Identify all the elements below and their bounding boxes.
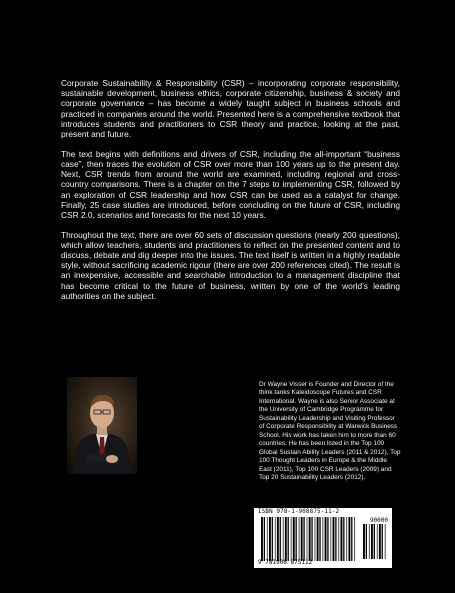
barcode-bar xyxy=(331,517,332,561)
barcode-bar xyxy=(363,524,365,559)
book-description xyxy=(61,78,400,311)
barcode-bar xyxy=(323,517,324,561)
barcode-bar xyxy=(325,517,327,561)
barcode-bar xyxy=(315,517,316,561)
barcode-bar xyxy=(335,517,336,561)
barcode-bar xyxy=(301,517,303,561)
barcode-bar xyxy=(369,524,370,559)
barcode-bar xyxy=(319,517,320,561)
barcode-bar xyxy=(269,517,271,561)
barcode-bar xyxy=(309,517,311,561)
barcode-bar xyxy=(293,517,295,561)
barcode-bar xyxy=(327,517,328,561)
barcode-bar xyxy=(291,517,292,561)
barcode-bar xyxy=(354,517,355,561)
barcode-bar xyxy=(261,517,263,561)
isbn-label: ISBN 978-1-908875-11-2 xyxy=(258,509,340,515)
price-barcode-bars xyxy=(362,524,388,559)
barcode-bar xyxy=(277,517,279,561)
barcode-bar xyxy=(338,517,339,561)
barcode-bar xyxy=(351,517,352,561)
barcode-bar xyxy=(275,517,276,561)
author-photo xyxy=(67,377,137,474)
barcode-bar xyxy=(341,517,343,561)
description-paragraph-3: Throughout the text, there are over 60 sets of discussion questions (nearly 200 questions), which allow teachers, students and practitioners to reflect on the presented content and to discuss, debate and dig deeper into the issues. The text itself is written in a highly readable style, without sacrificing academic rigour (there are over 200 references cited). The result is an inexpensive, accessible and searchable introduction to a management discipline that has become critical to the future of business, written by one of the world’s leading authorities on the subject. xyxy=(61,229,400,301)
barcode-bar xyxy=(366,524,367,559)
barcode-bar xyxy=(377,524,378,559)
barcode-bar xyxy=(346,517,347,561)
barcode-bar xyxy=(303,517,304,561)
barcode-bar xyxy=(264,517,265,561)
barcode-bar xyxy=(333,517,335,561)
barcode-bar xyxy=(280,517,281,561)
barcode-bars xyxy=(260,517,358,561)
barcode-bar xyxy=(272,517,273,561)
barcode-bar xyxy=(288,517,289,561)
barcode-bar xyxy=(371,524,373,559)
barcode-bar xyxy=(385,524,386,559)
price-code: 90000 xyxy=(369,517,388,524)
barcode-bar xyxy=(343,517,344,561)
barcode-bar xyxy=(382,524,383,559)
barcode-bar xyxy=(348,517,350,561)
barcode-bar xyxy=(267,517,268,561)
isbn-barcode xyxy=(254,508,392,568)
barcode-bar xyxy=(374,524,375,559)
barcode-bar xyxy=(296,517,297,561)
barcode-bar xyxy=(307,517,308,561)
barcode-bar xyxy=(311,517,312,561)
barcode-digits: 9 781908 875112 xyxy=(258,559,313,566)
barcode-bar xyxy=(283,517,284,561)
description-paragraph-1: Corporate Sustainability & Responsibility (CSR) – incorporating corporate responsibility, sustainable development, business ethics, corporate citizenship, business & society and corporate governance – has become a widely taught subject in business schools and practiced in companies around the world. Presented here is a comprehensive textbook that introduces students and practitioners to CSR theory and practice, looking at the past, present and future. xyxy=(61,78,400,140)
description-paragraph-2: The text begins with definitions and drivers of CSR, including the all-important “business case”, then traces the evolution of CSR over more than 100 years up to the present day. Next, CSR trends from around the world are examined, including regional and cross-country comparisons. There is a chapter on the 7 steps to implementing CSR, followed by an exploration of CSR leadership and how CSR can be used as a catalyst for change. Finally, 25 case studies are introduced, before concluding on the future of CSR, including CSR 2.0, scenarios and forecasts for the next 10 years. xyxy=(61,148,400,220)
barcode-bar xyxy=(285,517,287,561)
barcode-bar xyxy=(379,524,381,559)
author-bio: Dr Wayne Visser is Founder and Director of the think tanks Kaleidoscope Futures and CSR International. Wayne is also Senior Associate at the University of Cambridge Programme for Sustainability Leadership and Visiting Professor of Corporate Responsibility at Warwick Business School. His work has taken him to more than 60 countries. He has been listed in the Top 100 Global Sustain Ability Leaders (2011 & 2012), Top 100 Thought Leaders in Europe & the Middle East (2011), Top 100 CSR Leaders (2009) and Top 20 Sustainability Leaders (2012). xyxy=(259,381,401,481)
barcode-bar xyxy=(299,517,300,561)
barcode-bar xyxy=(317,517,319,561)
